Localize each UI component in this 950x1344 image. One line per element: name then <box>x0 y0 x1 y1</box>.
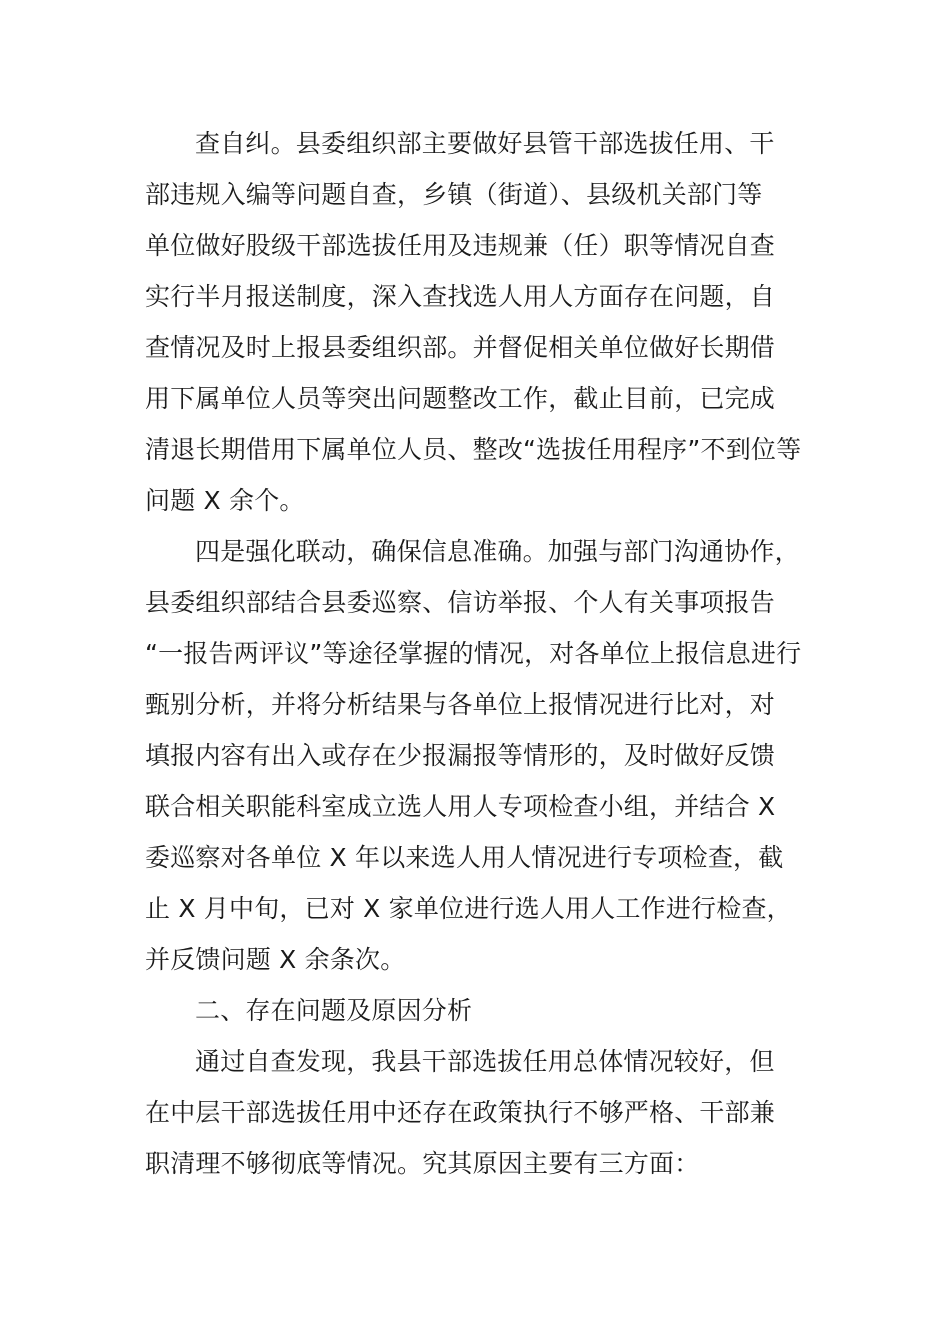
text-line: 填报内容有出入或存在少报漏报等情形的，及时做好反馈 <box>145 741 776 770</box>
text-line: 问题 X 余个。 <box>145 486 305 515</box>
text-line: 通过自查发现，我县干部选拔任用总体情况较好，但 <box>195 1047 775 1076</box>
text-line: 止 X 月中旬，已对 X 家单位进行选人用人工作进行检查， <box>145 894 792 923</box>
section-heading: 二、存在问题及原因分析 <box>195 996 473 1025</box>
text-line: 在中层干部选拔任用中还存在政策执行不够严格、干部兼 <box>145 1098 776 1127</box>
text-line: 委巡察对各单位 X 年以来选人用人情况进行专项检查，截 <box>145 843 784 872</box>
text-line: 查情况及时上报县委组织部。并督促相关单位做好长期借 <box>145 333 776 362</box>
text-line: “一报告两评议”等途径掌握的情况，对各单位上报信息进行 <box>145 639 802 668</box>
text-line: 甄别分析，并将分析结果与各单位上报情况进行比对，对 <box>145 690 776 719</box>
text-line: 用下属单位人员等突出问题整改工作，截止目前，已完成 <box>145 384 776 413</box>
text-line: 部违规入编等问题自查，乡镇（街道）、县级机关部门等 <box>145 180 763 209</box>
text-line: 实行半月报送制度，深入查找选人用人方面存在问题，自 <box>145 282 776 311</box>
text-line: 联合相关职能科室成立选人用人专项检查小组，并结合 X <box>145 792 776 821</box>
text-line: 职清理不够彻底等情况。究其原因主要有三方面： <box>145 1149 700 1178</box>
text-line: 清退长期借用下属单位人员、整改“选拔任用程序”不到位等 <box>145 435 802 464</box>
text-line: 单位做好股级干部选拔任用及违规兼（任）职等情况自查 <box>145 231 776 260</box>
document-body <box>145 118 835 1189</box>
text-line: 县委组织部结合县委巡察、信访举报、个人有关事项报告 <box>145 588 776 617</box>
text-line: 查自纠。县委组织部主要做好县管干部选拔任用、干 <box>195 129 775 158</box>
text-line: 并反馈问题 X 余条次。 <box>145 945 406 974</box>
paragraph-heading-line: 四是强化联动，确保信息准确。加强与部门沟通协作， <box>195 537 800 566</box>
